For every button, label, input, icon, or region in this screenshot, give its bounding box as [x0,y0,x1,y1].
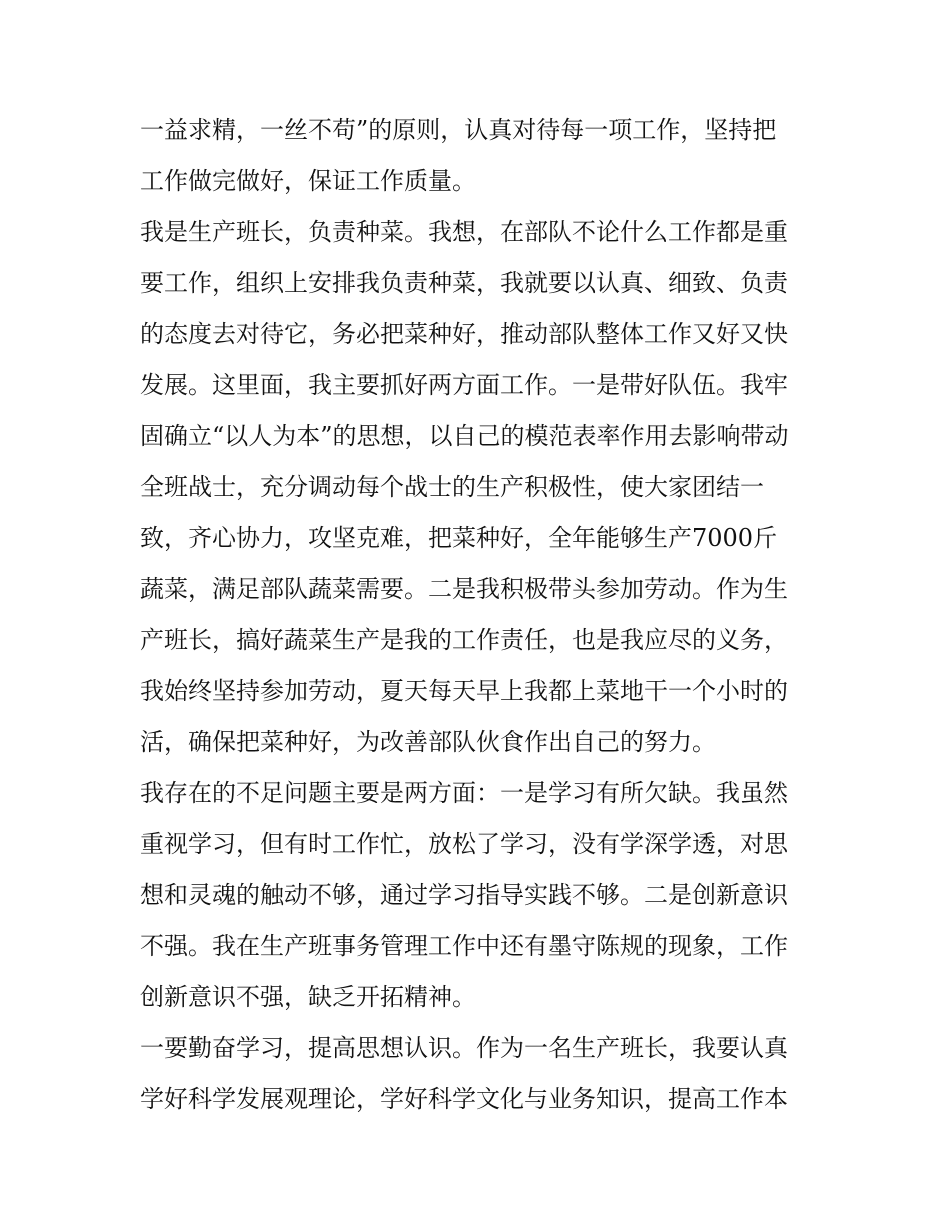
text-line: 一益求精，一丝不苟”的原则，认真对待每一项工作，坚持把 [140,116,777,144]
text-line: 重视学习，但有时工作忙，放松了学习，没有学深学透，对思 [140,830,788,858]
text-line: 我始终坚持参加劳动，夏天每天早上我都上菜地干一个小时的 [140,677,788,705]
text-line: 一要勤奋学习，提高思想认识。作为一名生产班长，我要认真 [140,1034,788,1062]
text-line: 想和灵魂的触动不够，通过学习指导实践不够。二是创新意识 [140,881,788,909]
text-line: 的态度去对待它，务必把菜种好，推动部队整体工作又好又快 [140,320,788,348]
text-line: 活，确保把菜种好，为改善部队伙食作出自己的努力。 [140,728,716,756]
text-line: 学好科学发展观理论，学好科学文化与业务知识，提高工作本 [140,1085,788,1113]
text-line: 我是生产班长，负责种菜。我想，在部队不论什么工作都是重 [140,218,788,246]
text-line: 致，齐心协力，攻坚克难，把菜种好，全年能够生产7000斤 [140,524,778,552]
text-line: 全班战士，充分调动每个战士的生产积极性，使大家团结一 [140,473,764,501]
text-line: 产班长，搞好蔬菜生产是我的工作责任，也是我应尽的义务， [140,626,788,654]
text-line: 创新意识不强，缺乏开拓精神。 [140,983,476,1011]
text-line: 发展。这里面，我主要抓好两方面工作。一是带好队伍。我牢 [140,371,788,399]
text-line: 蔬菜，满足部队蔬菜需要。二是我积极带头参加劳动。作为生 [140,575,788,603]
text-line: 不强。我在生产班事务管理工作中还有墨守陈规的现象，工作 [140,932,788,960]
text-line: 工作做完做好，保证工作质量。 [140,167,476,195]
text-line: 我存在的不足问题主要是两方面：一是学习有所欠缺。我虽然 [140,779,788,807]
text-line: 要工作，组织上安排我负责种菜，我就要以认真、细致、负责 [140,269,788,297]
text-line: 固确立“以人为本”的思想，以自己的模范表率作用去影响带动 [140,422,789,450]
